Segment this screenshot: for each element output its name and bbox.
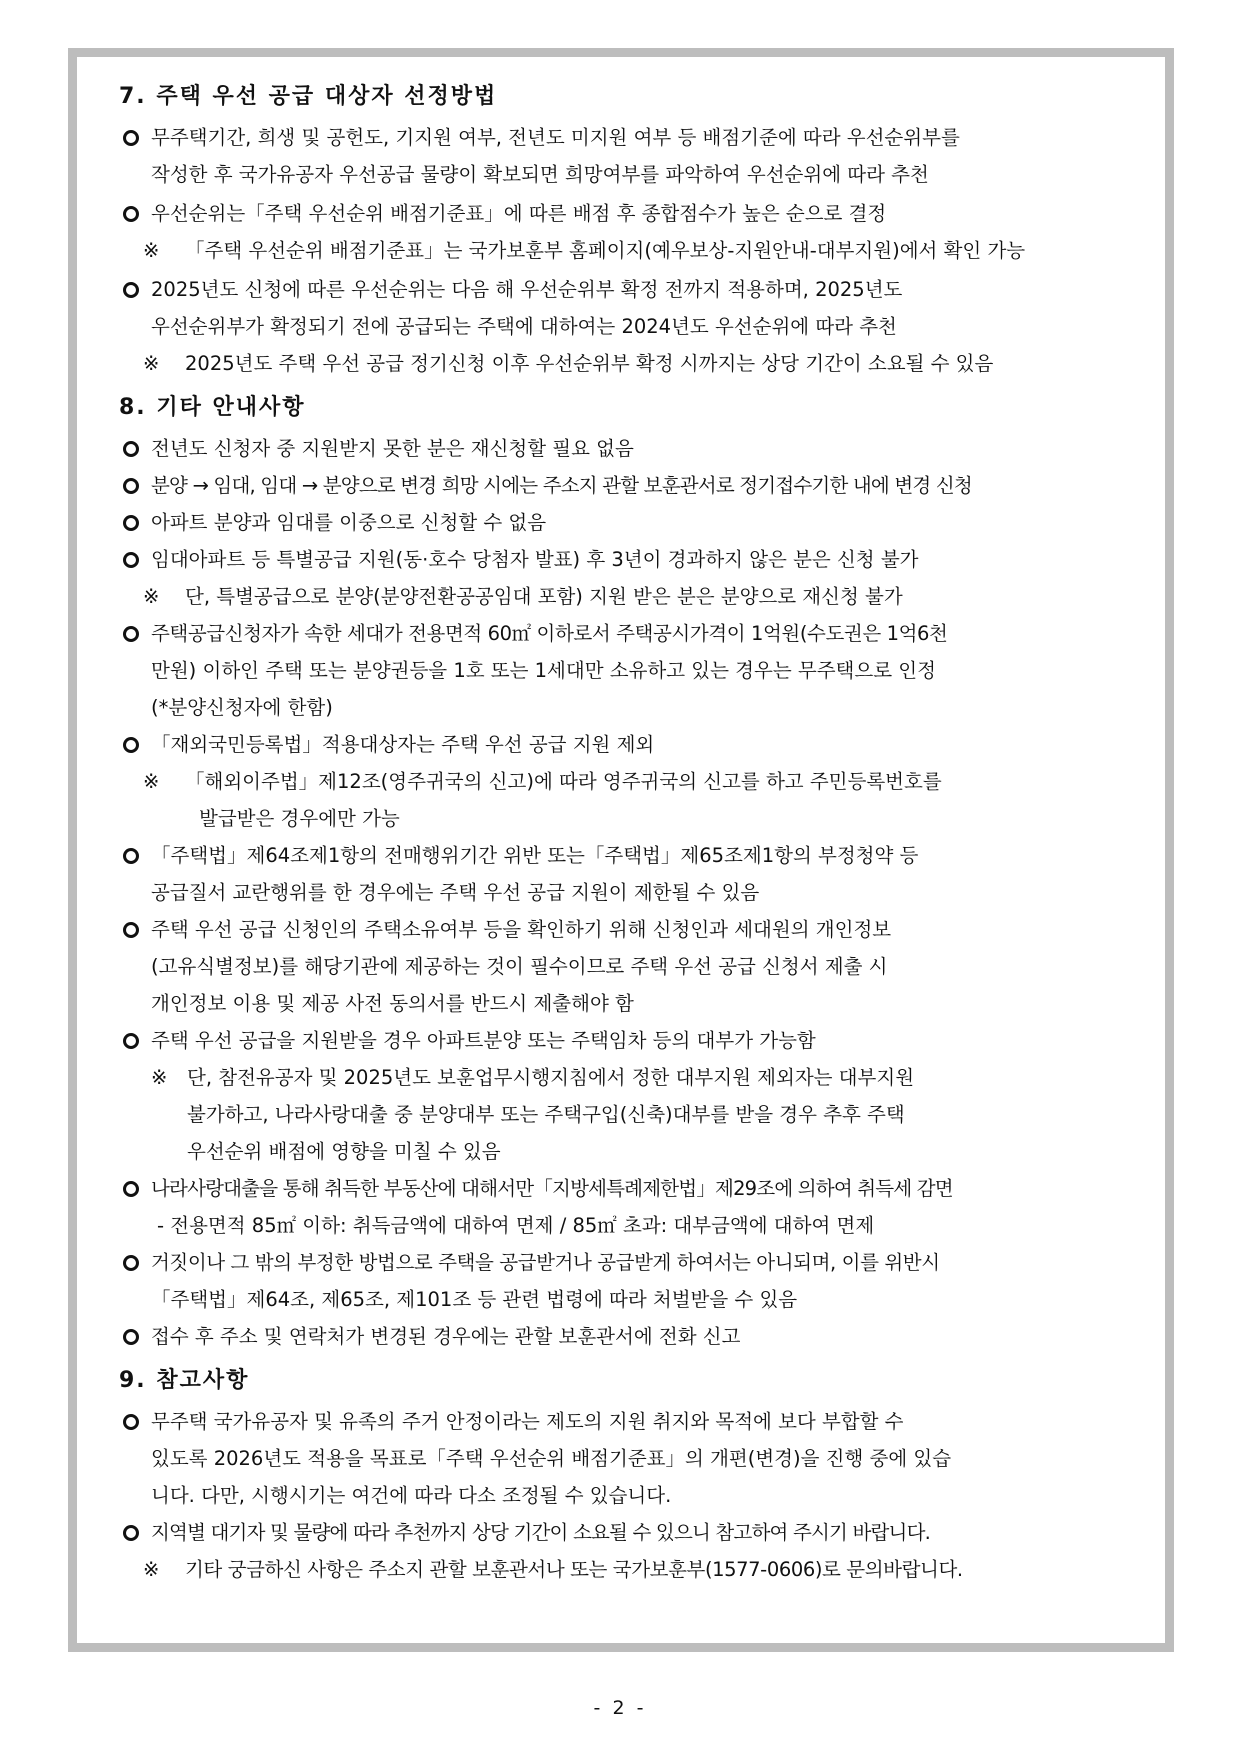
circle-bullet-icon [123,1181,139,1197]
circle-bullet-icon [123,206,139,222]
section-9-title: 9. 참고사항 [119,1368,250,1393]
circle-bullet-icon [123,478,139,494]
list-item: 주택공급신청자가 속한 세대가 전용면적 60㎡ 이하로서 주택공시가격이 1억원(수도권은 1억6천 만원) 이하인 주택 또는 분양권등을 1호 또는 1세대만 소유하고 있는 경우는 무주택으로 인정 (*분양신청자에 한함) [115,615,1137,726]
list-item: 2025년도 신청에 따른 우선순위는 다음 해 우선순위부 확정 전까지 적용하며, 2025년도 우선순위부가 확정되기 전에 공급되는 주택에 대하여는 2024년도 우선순위에 따라 추천 [115,271,1137,345]
sub-item: - 전용면적 85㎡ 이하: 취득금액에 대하여 면제 / 85㎡ 초과: 대부금액에 대하여 면제 [157,1214,875,1237]
document-body [115,81,1137,1588]
circle-bullet-icon [123,1329,139,1345]
circle-bullet-icon [123,441,139,457]
page-number: - 2 - [593,1697,647,1719]
list-item: 무주택 국가유공자 및 유족의 주거 안정이라는 제도의 지원 취지와 목적에 보다 부합할 수 있도록 2026년도 적용을 목표로「주택 우선순위 배점기준표」의 개편(변경)을 진행 중에 있습 니다. 다만, 시행시기는 여건에 따라 다소 조정될 수 있습니다. [115,1403,1137,1514]
list-item: 주택 우선 공급을 지원받을 경우 아파트분양 또는 주택임차 등의 대부가 가능함 [115,1022,1137,1059]
reference-mark-icon: ※ [143,770,160,793]
circle-bullet-icon [123,515,139,531]
section-7-title: 7. 주택 우선 공급 대상자 선정방법 [119,84,498,109]
circle-bullet-icon [123,552,139,568]
circle-bullet-icon [123,130,139,146]
circle-bullet-icon [123,737,139,753]
list-item: 아파트 분양과 임대를 이중으로 신청할 수 없음 [115,504,1137,541]
note: ※ 기타 궁금하신 사항은 주소지 관할 보훈관서나 또는 국가보훈부(1577-0606)로 문의바랍니다. [115,1551,1137,1588]
circle-bullet-icon [123,1525,139,1541]
list-item: 거짓이나 그 밖의 부정한 방법으로 주택을 공급받거나 공급받게 하여서는 아니되며, 이를 위반시 「주택법」제64조, 제65조, 제101조 등 관련 법령에 따라 처벌받을 수 있음 [115,1244,1137,1318]
circle-bullet-icon [123,848,139,864]
list-item: 접수 후 주소 및 연락처가 변경된 경우에는 관할 보훈관서에 전화 신고 [115,1318,1137,1355]
reference-mark-icon: ※ [143,585,160,608]
note: ※ 「주택 우선순위 배점기준표」는 국가보훈부 홈페이지(예우보상-지원안내-대부지원)에서 확인 가능 [115,232,1137,269]
circle-bullet-icon [123,626,139,642]
note: ※ 「해외이주법」제12조(영주귀국의 신고)에 따라 영주귀국의 신고를 하고 주민등록번호를 발급받은 경우에만 가능 [115,763,1137,837]
reference-mark-icon: ※ [143,352,160,375]
note: ※ 2025년도 주택 우선 공급 정기신청 이후 우선순위부 확정 시까지는 상당 기간이 소요될 수 있음 [115,345,1137,382]
reference-mark-icon: ※ [143,1558,160,1581]
list-item: 우선순위는「주택 우선순위 배점기준표」에 따른 배점 후 종합점수가 높은 순으로 결정 [115,195,1137,232]
section-8-title: 8. 기타 안내사항 [119,395,306,420]
content-frame [68,48,1174,1652]
list-item: 전년도 신청자 중 지원받지 못한 분은 재신청할 필요 없음 [115,430,1137,467]
note: ※ 단, 참전유공자 및 2025년도 보훈업무시행지침에서 정한 대부지원 제외자는 대부지원 불가하고, 나라사랑대출 중 분양대부 또는 주택구입(신축)대부를 받을 경우 추후 주택 우선순위 배점에 영향을 미칠 수 있음 [115,1059,1137,1170]
list-item: 주택 우선 공급 신청인의 주택소유여부 등을 확인하기 위해 신청인과 세대원의 개인정보 (고유식별정보)를 해당기관에 제공하는 것이 필수이므로 주택 우선 공급 신청서 제출 시 개인정보 이용 및 제공 사전 동의서를 반드시 제출해야 함 [115,911,1137,1022]
circle-bullet-icon [123,922,139,938]
circle-bullet-icon [123,1255,139,1271]
circle-bullet-icon [123,282,139,298]
list-item: 「재외국민등록법」적용대상자는 주택 우선 공급 지원 제외 [115,726,1137,763]
note: ※ 단, 특별공급으로 분양(분양전환공공임대 포함) 지원 받은 분은 분양으로 재신청 불가 [115,578,1137,615]
list-item: 분양 → 임대, 임대 → 분양으로 변경 희망 시에는 주소지 관할 보훈관서로 정기접수기한 내에 변경 신청 [115,467,1137,504]
list-item: 임대아파트 등 특별공급 지원(동·호수 당첨자 발표) 후 3년이 경과하지 않은 분은 신청 불가 [115,541,1137,578]
reference-mark-icon: ※ [143,239,160,262]
list-item: 지역별 대기자 및 물량에 따라 추천까지 상당 기간이 소요될 수 있으니 참고하여 주시기 바랍니다. [115,1514,1137,1551]
circle-bullet-icon [123,1414,139,1430]
circle-bullet-icon [123,1033,139,1049]
list-item: 「주택법」제64조제1항의 전매행위기간 위반 또는「주택법」제65조제1항의 부정청약 등 공급질서 교란행위를 한 경우에는 주택 우선 공급 지원이 제한될 수 있음 [115,837,1137,911]
list-item: 나라사랑대출을 통해 취득한 부동산에 대해서만「지방세특례제한법」제29조에 의하여 취득세 감면 [115,1170,1137,1207]
list-item: 무주택기간, 희생 및 공헌도, 기지원 여부, 전년도 미지원 여부 등 배점기준에 따라 우선순위부를 작성한 후 국가유공자 우선공급 물량이 확보되면 희망여부를 파악하여 우선순위에 따라 추천 [115,119,1137,193]
reference-mark-icon: ※ [151,1066,168,1089]
